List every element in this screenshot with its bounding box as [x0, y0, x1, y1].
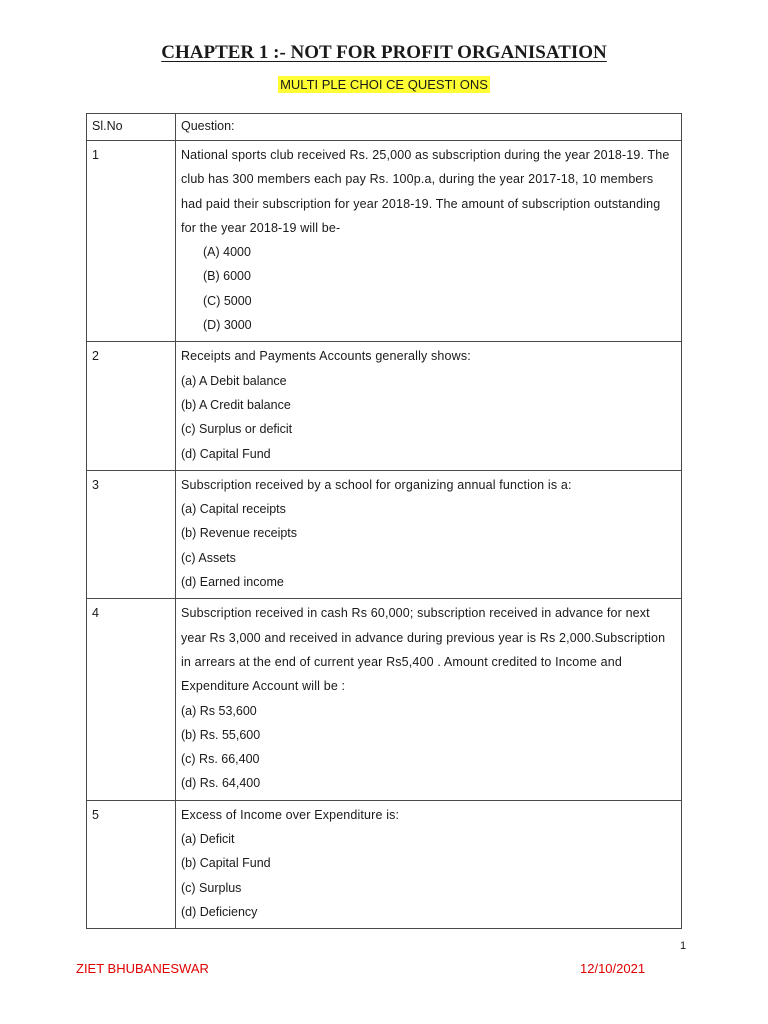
answer-option: (b) Revenue receipts: [181, 526, 298, 541]
answer-option: (c) Surplus or deficit: [181, 422, 293, 437]
answer-option: (D) 3000: [203, 318, 252, 333]
question-number: 5: [87, 800, 176, 928]
question-text: had paid their subscription for year 2018-19. The amount of subscription outstanding: [181, 196, 661, 211]
answer-option: (b) Capital Fund: [181, 856, 271, 871]
header-slno: Sl.No: [87, 114, 176, 141]
question-text: Subscription received in cash Rs 60,000; subscription received in advance for next: [181, 606, 650, 621]
mcq-table: [86, 113, 682, 929]
chapter-title: CHAPTER 1 :- NOT FOR PROFIT ORGANISATION: [161, 42, 607, 63]
table-row: [87, 800, 682, 928]
answer-option: (C) 5000: [203, 293, 252, 308]
answer-option: (d) Earned income: [181, 575, 284, 590]
table-row: [87, 141, 682, 342]
answer-option: (d) Capital Fund: [181, 446, 271, 461]
answer-option: (d) Deficiency: [181, 904, 258, 919]
answer-option: (c) Assets: [181, 550, 236, 565]
answer-option: (B) 6000: [203, 269, 251, 284]
answer-option: (a) Rs 53,600: [181, 703, 257, 718]
question-cell: [176, 141, 682, 342]
answer-option: (a) Deficit: [181, 832, 235, 847]
table-header-row: [87, 114, 682, 141]
question-number: 4: [87, 599, 176, 800]
question-number: 1: [87, 141, 176, 342]
question-cell: [176, 470, 682, 598]
question-text: National sports club received Rs. 25,000 as subscription during the year 2018-19. The: [181, 148, 670, 162]
answer-option: (a) Capital receipts: [181, 502, 286, 517]
table-row: [87, 342, 682, 470]
question-text: Expenditure Account will be :: [181, 679, 346, 694]
question-cell: [176, 342, 682, 470]
question-text: in arrears at the end of current year Rs5,400 . Amount credited to Income and: [181, 654, 622, 669]
footer-date: 12/10/2021: [580, 961, 646, 976]
question-text: year Rs 3,000 and received in advance during previous year is Rs 2,000.Subscription: [181, 630, 666, 645]
answer-option: (a) A Debit balance: [181, 373, 287, 388]
question-text: Excess of Income over Expenditure is:: [181, 807, 400, 822]
answer-option: (c) Surplus: [181, 880, 242, 895]
answer-option: (A) 4000: [203, 245, 251, 260]
answer-option: (b) A Credit balance: [181, 397, 291, 412]
question-number: 2: [87, 342, 176, 470]
question-text: Subscription received by a school for organizing annual function is a:: [181, 477, 572, 492]
question-text: club has 300 members each pay Rs. 100p.a, during the year 2017-18, 10 members: [181, 172, 654, 187]
footer-institution: ZIET BHUBANESWAR: [76, 961, 209, 976]
answer-option: (b) Rs. 55,600: [181, 727, 261, 742]
question-cell: [176, 599, 682, 800]
question-number: 3: [87, 470, 176, 598]
answer-option: (d) Rs. 64,400: [181, 776, 261, 791]
table-row: [87, 470, 682, 598]
page-number: 1: [680, 940, 687, 952]
section-subtitle: MULTI PLE CHOI CE QUESTI ONS: [280, 77, 488, 92]
question-cell: [176, 800, 682, 928]
header-question: Question:: [176, 114, 682, 141]
table-row: [87, 599, 682, 800]
question-text: for the year 2018-19 will be-: [181, 220, 341, 235]
question-text: Receipts and Payments Accounts generally shows:: [181, 349, 471, 364]
answer-option: (c) Rs. 66,400: [181, 752, 260, 767]
